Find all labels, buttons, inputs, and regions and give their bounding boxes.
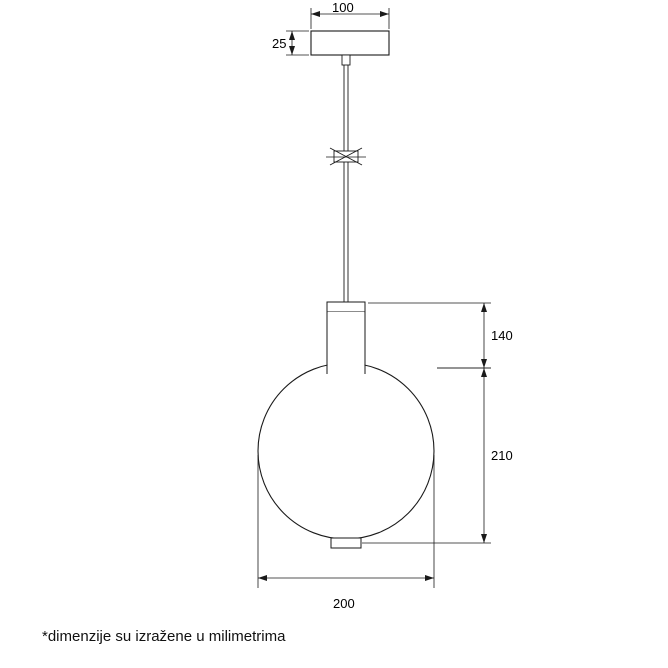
ceiling-canopy: [311, 31, 389, 55]
bottom-cap: [331, 538, 361, 548]
dimension-label-globe-width: 200: [333, 596, 355, 611]
cord-adjuster-icon: [326, 148, 366, 165]
dimension-label-canopy-width: 100: [332, 0, 354, 15]
dimension-label-globe-height: 210: [491, 448, 513, 463]
suspension-cord: [342, 55, 350, 302]
dimension-socket-height: [368, 303, 491, 368]
dimension-label-canopy-height: 25: [272, 36, 287, 51]
glass-globe: [258, 312, 434, 539]
units-note: *dimenzije su izražene u milimetrima: [42, 628, 286, 645]
dimension-label-socket-height: 140: [491, 328, 513, 343]
dimension-canopy-height: [286, 31, 309, 55]
